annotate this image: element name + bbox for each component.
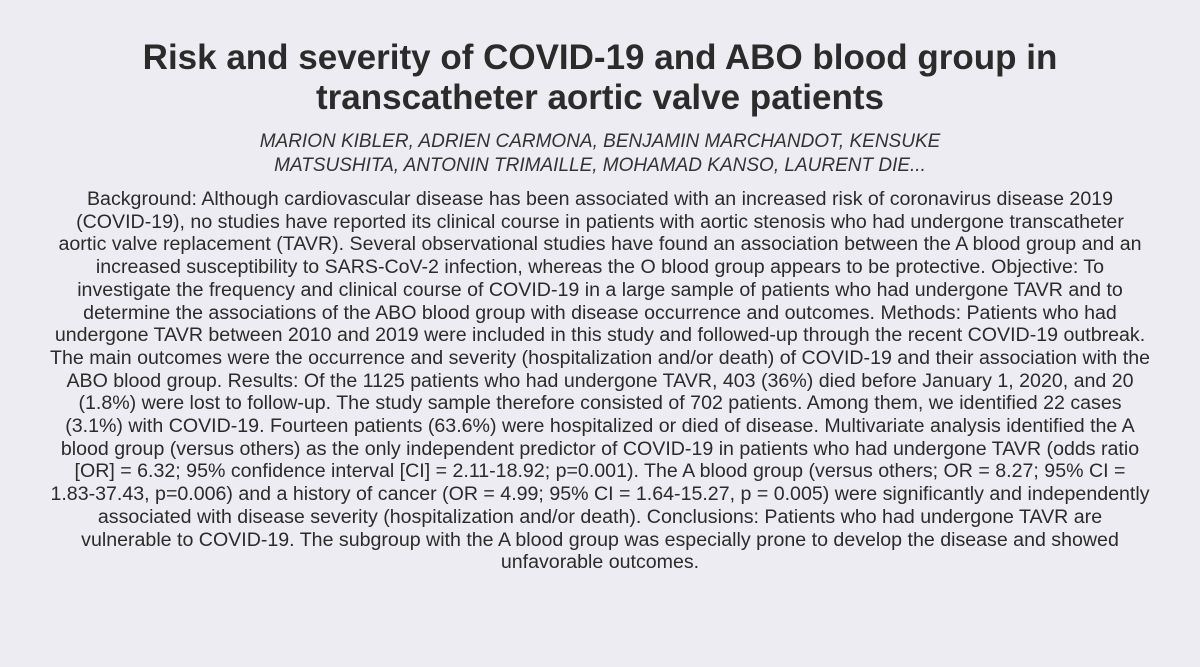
- paper-authors: MARION KIBLER, ADRIEN CARMONA, BENJAMIN MARCHANDOT, KENSUKE MATSUSHITA, ANTONIN TRIMAILLE, MOHAMAD KANSO, LAURENT DIE...: [259, 131, 941, 176]
- paper-title: Risk and severity of COVID-19 and ABO blood group in transcatheter aortic valve patients: [142, 38, 1058, 117]
- paper-abstract: Background: Although cardiovascular disease has been associated with an increased risk of coronavirus disease 2019 (COVID-19), no studies have reported its clinical course in patients with aortic stenosis who had undergone transcatheter aortic valve replacement (TAVR). Several observational studies have found an association between the A blood group and an increased susceptibility to SARS-CoV-2 infection, whereas the O blood group appears to be protective. Objective: To investigate the frequency and clinical course of COVID-19 in a large sample of patients who had undergone TAVR and to determine the associations of the ABO blood group with disease occurrence and outcomes. Methods: Patients who had undergone TAVR between 2010 and 2019 were included in this study and followed-up through the recent COVID-19 outbreak. The main outcomes were the occurrence and severity (hospitalization and/or death) of COVID-19 and their association with the ABO blood group. Results: Of the 1125 patients who had undergone TAVR, 403 (36%) died before January 1, 2020, and 20 (1.8%) were lost to follow-up. The study sample therefore consisted of 702 patients. Among them, we identified 22 cases (3.1%) with COVID-19. Fourteen patients (63.6%) were hospitalized or died of disease. Multivariate analysis identified the A blood group (versus others) as the only independent predictor of COVID-19 in patients who had undergone TAVR (odds ratio [OR] = 6.32; 95% confidence interval [CI] = 2.11-18.92; p=0.001). The A blood group (versus others; OR = 8.27; 95% CI = 1.83-37.43, p=0.006) and a history of cancer (OR = 4.99; 95% CI = 1.64-15.27, p = 0.005) were significantly and independently associated with disease severity (hospitalization and/or death). Conclusions: Patients who had undergone TAVR are vulnerable to COVID-19. The subgroup with the A blood group was especially prone to develop the disease and showed unfavorable outcomes.: [50, 188, 1150, 574]
